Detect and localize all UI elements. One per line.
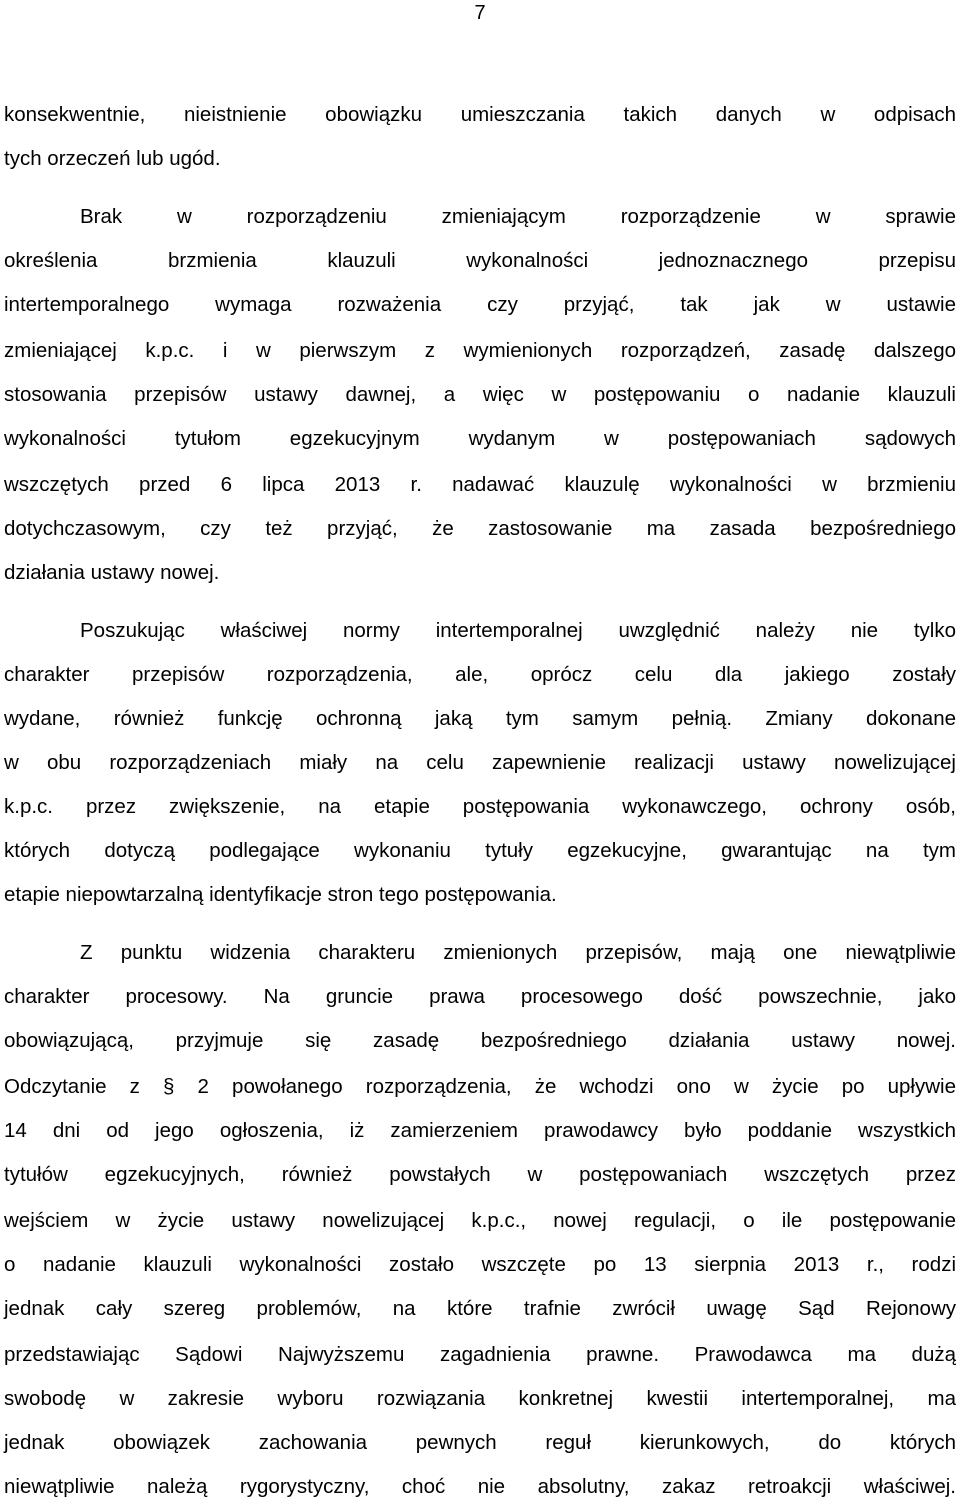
text-line: przedstawiając Sądowi Najwyższemu zagadnienia prawne. Prawodawca ma dużą (4, 1343, 956, 1366)
text-line: stosowania przepisów ustawy dawnej, a więc w postępowaniu o nadanie klauzuli (4, 383, 956, 406)
text-line: charakter procesowy. Na gruncie prawa procesowego dość powszechnie, jako (4, 985, 956, 1008)
text-line: niewątpliwie należą rygorystyczny, choć nie absolutny, zakaz retroakcji właściwej. (4, 1475, 956, 1498)
text-line: Brak w rozporządzeniu zmieniającym rozporządzenie w sprawie (80, 205, 956, 228)
text-line: dotychczasowym, czy też przyjąć, że zastosowanie ma zasada bezpośredniego (4, 517, 956, 540)
text-line: obowiązującą, przyjmuje się zasadę bezpośredniego działania ustawy nowej. (4, 1029, 956, 1052)
text-line: k.p.c. przez zwiększenie, na etapie postępowania wykonawczego, ochrony osób, (4, 795, 956, 818)
text-line: wszczętych przed 6 lipca 2013 r. nadawać klauzulę wykonalności w brzmieniu (4, 473, 956, 496)
text-line: jednak obowiązek zachowania pewnych reguł kierunkowych, do których (4, 1431, 956, 1454)
text-line: Z punktu widzenia charakteru zmienionych przepisów, mają one niewątpliwie (80, 941, 956, 964)
text-line: wykonalności tytułom egzekucyjnym wydanym w postępowaniach sądowych (4, 427, 956, 450)
text-line: tych orzeczeń lub ugód. (4, 147, 221, 170)
text-line: zmieniającej k.p.c. i w pierwszym z wymienionych rozporządzeń, zasadę dalszego (4, 339, 956, 362)
text-line: tytułów egzekucyjnych, również powstałych w postępowaniach wszczętych przez (4, 1163, 956, 1186)
text-line: wydane, również funkcję ochronną jaką tym samym pełnią. Zmiany dokonane (4, 707, 956, 730)
text-line: Poszukując właściwej normy intertemporalnej uwzględnić należy nie tylko (80, 619, 956, 642)
text-line: charakter przepisów rozporządzenia, ale, oprócz celu dla jakiego zostały (4, 663, 956, 686)
text-line: w obu rozporządzeniach miały na celu zapewnienie realizacji ustawy nowelizującej (4, 751, 956, 774)
text-line: etapie niepowtarzalną identyfikacje stron tego postępowania. (4, 883, 557, 906)
text-line: swobodę w zakresie wyboru rozwiązania konkretnej kwestii intertemporalnej, ma (4, 1387, 956, 1410)
text-line: działania ustawy nowej. (4, 561, 220, 584)
text-line: intertemporalnego wymaga rozważenia czy przyjąć, tak jak w ustawie (4, 293, 956, 316)
text-line: których dotyczą podlegające wykonaniu tytuły egzekucyjne, gwarantując na tym (4, 839, 956, 862)
text-line: o nadanie klauzuli wykonalności zostało wszczęte po 13 sierpnia 2013 r., rodzi (4, 1253, 956, 1276)
text-line: jednak cały szereg problemów, na które trafnie zwrócił uwagę Sąd Rejonowy (4, 1297, 956, 1320)
page-number: 7 (474, 2, 486, 24)
text-line: Odczytanie z § 2 powołanego rozporządzenia, że wchodzi ono w życie po upływie (4, 1075, 956, 1098)
text-line: konsekwentnie, nieistnienie obowiązku umieszczania takich danych w odpisach (4, 103, 956, 126)
text-line: określenia brzmienia klauzuli wykonalności jednoznacznego przepisu (4, 249, 956, 272)
text-line: wejściem w życie ustawy nowelizującej k.p.c., nowej regulacji, o ile postępowanie (4, 1209, 956, 1232)
text-line: 14 dni od jego ogłoszenia, iż zamierzeniem prawodawcy było poddanie wszystkich (4, 1119, 956, 1142)
